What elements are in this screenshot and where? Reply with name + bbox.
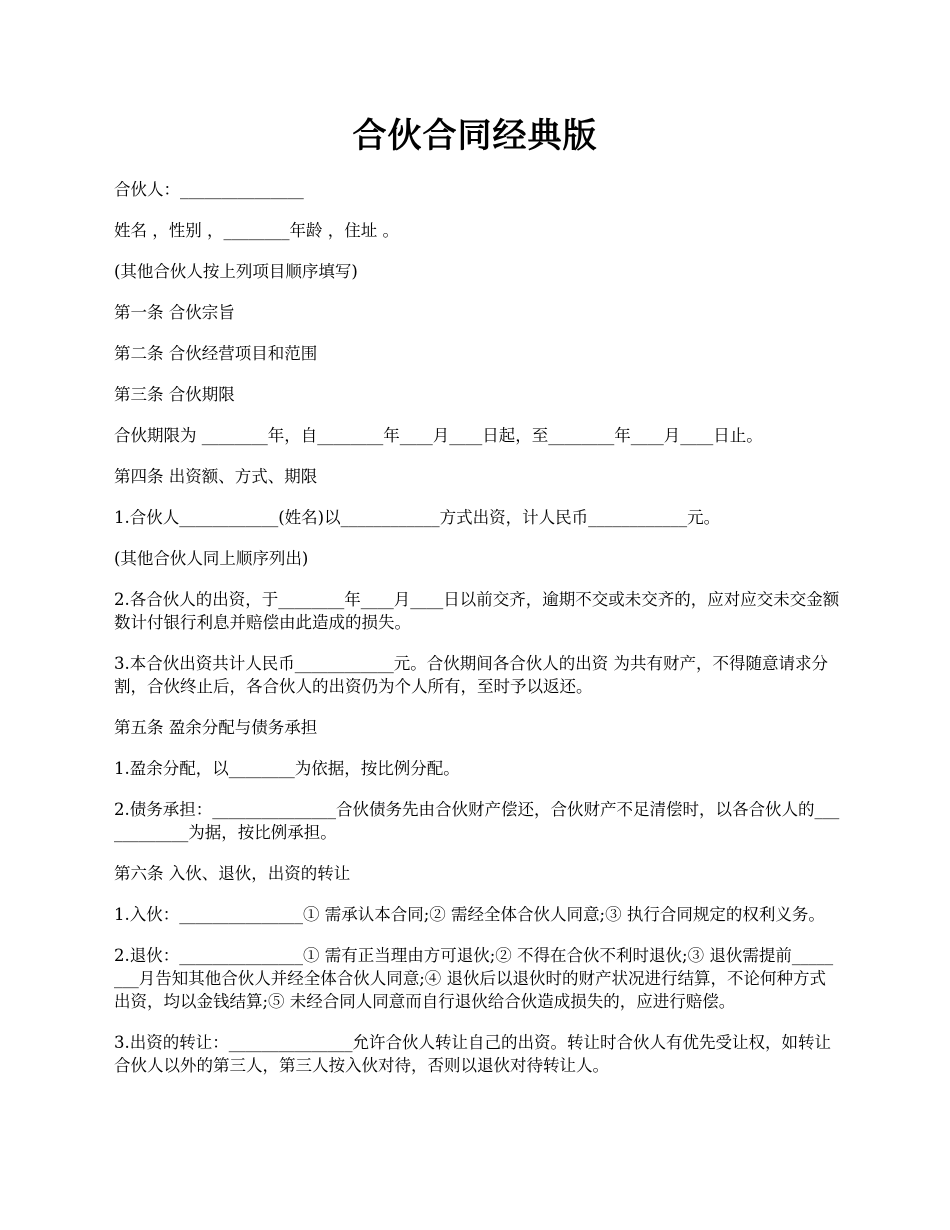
term-paragraph: 合伙期限为 ________年，自________年____月____日起，至________年____月____日止。 [114, 426, 763, 445]
debt-item: 2.债务承担：_______________合伙债务先由合伙财产偿还，合伙财产不足清偿时，以各合伙人的____________为据，按比例承担。 [114, 800, 840, 842]
withdrawal-item: 2.退伙：_______________① 需有正当理由方可退伙;② 不得在合伙不利时退伙;③ 退伙需提前________月告知其他合伙人并经全体合伙人同意;④ 退伙后以退伙时的财产状况进行结算，不论何种方式出资，均以金钱结算;⑤ 未经合同人同意而自行退伙给合伙造成损失的，应进行赔偿。 [114, 946, 834, 1011]
document-body [114, 178, 840, 1095]
admission-item: 1.入伙：_______________① 需承认本合同;② 需经全体合伙人同意;③ 执行合同规定的权利义务。 [114, 905, 825, 924]
transfer-item: 3.出资的转让：_______________允许合伙人转让自己的出资。转让时合伙人有优先受让权，如转让合伙人以外的第三人，第三人按入伙对待，否则以退伙对待转让人。 [114, 1033, 831, 1075]
contribution-note: (其他合伙人同上顺序列出) [114, 549, 309, 568]
partner-line: 合伙人：_______________ [114, 180, 304, 199]
article-6-heading: 第六条 入伙、退伙，出资的转让 [114, 864, 351, 883]
contribution-item-2: 2.各合伙人的出资，于________年____月____日以前交齐，逾期不交或未交齐的，应对应交未交金额数计付银行利息并赔偿由此造成的损失。 [114, 590, 840, 632]
article-4-heading: 第四条 出资额、方式、期限 [114, 467, 318, 486]
article-2-heading: 第二条 合伙经营项目和范围 [114, 344, 318, 363]
article-3-heading: 第三条 合伙期限 [114, 385, 235, 404]
other-partners-note: (其他合伙人按上列项目顺序填写) [114, 262, 358, 281]
article-1-heading: 第一条 合伙宗旨 [114, 303, 235, 322]
profit-distribution-item: 1.盈余分配，以________为依据，按比例分配。 [114, 759, 460, 778]
contribution-item-3: 3.本合伙出资共计人民币____________元。合伙期间各合伙人的出资 为共有财产，不得随意请求分割，合伙终止后，各合伙人的出资仍为个人所有，至时予以返还。 [114, 654, 828, 696]
document-title: 合伙合同经典版 [352, 116, 598, 156]
article-5-heading: 第五条 盈余分配与债务承担 [114, 718, 318, 737]
contribution-item-1: 1.合伙人____________(姓名)以____________方式出资，计人民币____________元。 [114, 508, 721, 527]
partner-info-line: 姓名 ，性别 ，________年龄 ，住址 。 [114, 221, 399, 240]
